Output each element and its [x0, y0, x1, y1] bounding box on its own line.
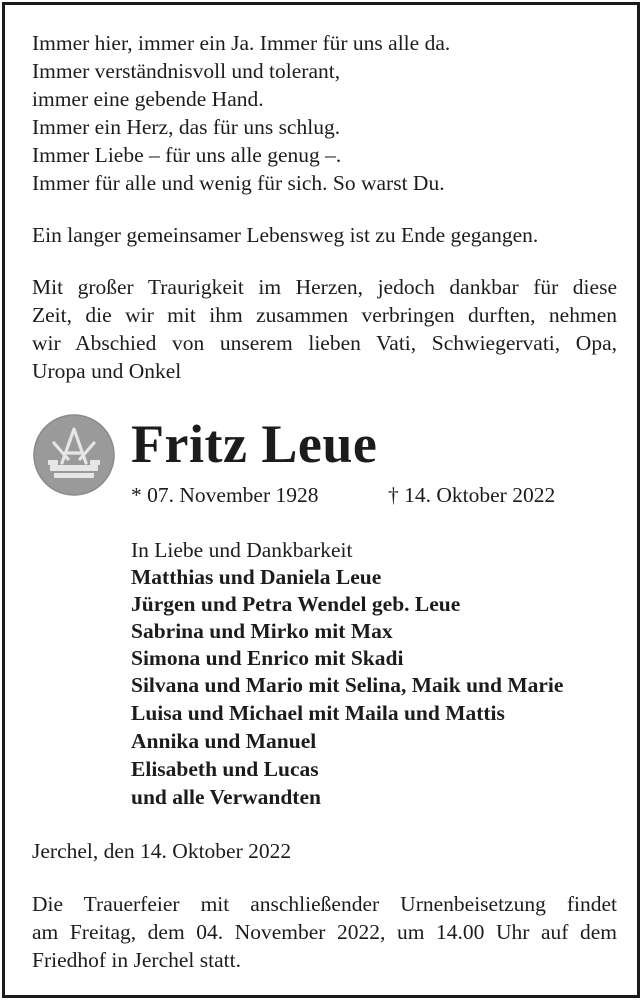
obituary-notice: [2, 2, 640, 998]
statement: Ein langer gemeinsamer Lebensweg ist zu Ende gegangen.: [32, 223, 539, 247]
mourners-intro: In Liebe und Dankbarkeit: [131, 538, 353, 562]
funeral-line: Friedhof in Jerchel statt.: [32, 948, 241, 972]
mourner-name: Silvana und Mario mit Selina, Maik und Marie: [131, 673, 564, 697]
mourner-name: Annika und Manuel: [131, 729, 317, 753]
poem-line: Immer Liebe – für uns alle genug –.: [32, 143, 342, 167]
farewell-line: Zeit, die wir mit ihm zusammen verbringen durften, nehmen: [32, 303, 617, 327]
poem-line: Immer für alle und wenig für sich. So warst Du.: [32, 171, 445, 195]
funeral-line: Die Trauerfeier mit anschließender Urnenbeisetzung findet: [32, 892, 617, 916]
mourner-name: Sabrina und Mirko mit Max: [131, 619, 393, 643]
place-date: Jerchel, den 14. Oktober 2022: [32, 839, 292, 863]
poem-line: Immer hier, immer ein Ja. Immer für uns alle da.: [32, 31, 451, 55]
poem-line: Immer verständnisvoll und tolerant,: [32, 59, 341, 83]
farewell-line: wir Abschied von unserem lieben Vati, Schwiegervati, Opa,: [32, 331, 617, 355]
birth-date: * 07. November 1928: [131, 483, 319, 507]
poem-line: Immer ein Herz, das für uns schlug.: [32, 115, 341, 139]
funeral-line: am Freitag, dem 04. November 2022, um 14.00 Uhr auf dem: [32, 920, 617, 944]
mourner-name: Matthias und Daniela Leue: [131, 565, 382, 589]
mourner-name: Luisa und Michael mit Maila und Mattis: [131, 701, 505, 725]
death-date: † 14. Oktober 2022: [388, 483, 556, 507]
deceased-name: Fritz Leue: [131, 414, 378, 474]
mourner-name: und alle Verwandten: [131, 785, 321, 809]
mourner-name: Simona und Enrico mit Skadi: [131, 646, 404, 670]
poem-line: immer eine gebende Hand.: [32, 87, 264, 111]
mourner-name: Jürgen und Petra Wendel geb. Leue: [131, 592, 461, 616]
carpenter-emblem-icon: [32, 413, 116, 497]
mourner-name: Elisabeth und Lucas: [131, 757, 319, 781]
farewell-line: Uropa und Onkel: [32, 359, 182, 383]
farewell-line: Mit großer Traurigkeit im Herzen, jedoch dankbar für diese: [32, 275, 617, 299]
